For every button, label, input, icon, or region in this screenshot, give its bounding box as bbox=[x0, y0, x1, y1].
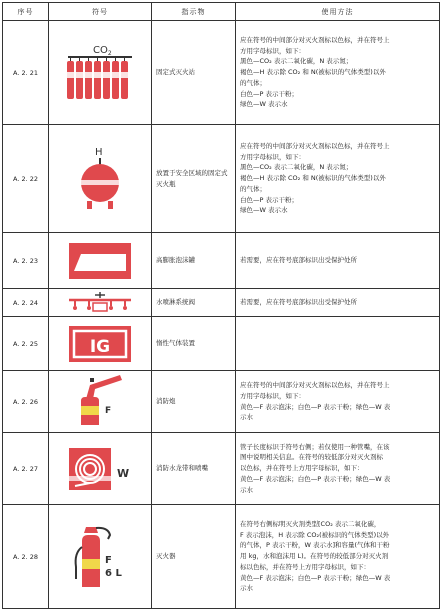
table-row bbox=[3, 505, 440, 609]
row-code: A. 2. 21 bbox=[3, 21, 49, 125]
symbol-cell bbox=[49, 433, 152, 505]
row-usage: 应在符号的中间部分对灭火剂标以色标，并在符号上 方用字母标识，如下： 黄色—F 表示泡沫；白色—P 表示干粉；绿色—W 表 示水 bbox=[236, 371, 440, 433]
header-meaning: 指示物 bbox=[152, 3, 236, 21]
symbol-cell bbox=[49, 125, 152, 233]
hose-reel-nozzle-icon bbox=[65, 444, 135, 494]
fixed-extinguishing-station-icon bbox=[60, 42, 140, 104]
row-meaning: 固定式灭火站 bbox=[152, 21, 236, 125]
row-code: A. 2. 28 bbox=[3, 505, 49, 609]
fire-monitor-icon bbox=[68, 373, 132, 431]
f-label: F bbox=[105, 405, 112, 416]
sprinkler-valve-icon bbox=[65, 291, 135, 315]
co2-label: $CO_2$ bbox=[93, 44, 112, 57]
header-symbol: 符号 bbox=[49, 3, 152, 21]
row-meaning: 放置于安全区域的固定式灭火瓶 bbox=[152, 125, 236, 233]
row-meaning: 高膨胀泡沫罐 bbox=[152, 233, 236, 289]
row-meaning: 水喷淋系统阀 bbox=[152, 289, 236, 317]
row-usage: 管子长度标识于符号右侧；若仅使用一种管嘴，在该 图中说明相关信息。在符号的较低部分对灭火剂标 以色标，并在符号上方用字母标识，如下： 黄色—F 表示泡沫；白色—P 表示干粉；绿色—W 表 示水 bbox=[236, 433, 440, 505]
symbol-cell bbox=[49, 505, 152, 609]
row-usage bbox=[236, 317, 440, 371]
f-label: F bbox=[105, 554, 112, 566]
fire-extinguisher-icon bbox=[68, 519, 132, 595]
table-row bbox=[3, 433, 440, 505]
w-label: W bbox=[117, 466, 130, 480]
row-usage: 应在符号的中间部分对灭火剂标以色标，并在符号上 方用字母标识，如下： 黑色—CO₂ 表示二氧化碳，N 表示氮； 褐色—H 表示除 CO₂ 和 N(被标识的气体类型)以外 的气体； 白色—P 表示干粉； 绿色—W 表示水 bbox=[236, 125, 440, 233]
row-meaning: 灭火器 bbox=[152, 505, 236, 609]
row-code: A. 2. 22 bbox=[3, 125, 49, 233]
row-meaning: 惰性气体装置 bbox=[152, 317, 236, 371]
row-meaning: 消防水龙带和喷嘴 bbox=[152, 433, 236, 505]
row-code: A. 2. 23 bbox=[3, 233, 49, 289]
row-meaning: 消防炮 bbox=[152, 371, 236, 433]
table-header-row bbox=[3, 3, 440, 21]
inert-gas-system-icon bbox=[68, 325, 132, 363]
capacity-label: 6 L bbox=[105, 567, 122, 579]
fixed-extinguishing-bottle-icon bbox=[70, 143, 130, 215]
row-code: A. 2. 26 bbox=[3, 371, 49, 433]
row-code: A. 2. 27 bbox=[3, 433, 49, 505]
symbol-cell bbox=[49, 289, 152, 317]
symbol-cell bbox=[49, 317, 152, 371]
header-usage: 使用方法 bbox=[236, 3, 440, 21]
high-expansion-foam-tank-icon bbox=[67, 241, 133, 281]
table-row bbox=[3, 317, 440, 371]
fire-symbols-table bbox=[2, 2, 440, 609]
row-code: A. 2. 25 bbox=[3, 317, 49, 371]
header-code: 序号 bbox=[3, 3, 49, 21]
symbol-cell bbox=[49, 21, 152, 125]
symbol-table-page bbox=[2, 2, 439, 613]
row-usage: 若需要，应在符号底部标识出受保护处所 bbox=[236, 233, 440, 289]
row-usage: 在符号右侧标明灭火剂类型[CO₂ 表示二氧化碳， F 表示泡沫，H 表示除 CO₂(被标识的气体类型)以外 的气体，P 表示干粉，W 表示水]和容量(气体和干粉 用 kg，水和泡沫用 L)。在符号的较低部分对灭火剂 标以色标，并在符号上方用字母标识，如下： 黄色—F 表示泡沫；白色—P 表示干粉；绿色—W 表 示水 bbox=[236, 505, 440, 609]
symbol-cell bbox=[49, 233, 152, 289]
table-row bbox=[3, 289, 440, 317]
ig-label: IG bbox=[89, 336, 111, 357]
table-row bbox=[3, 233, 440, 289]
h-label: H bbox=[95, 146, 103, 158]
row-usage: 若需要，应在符号底部标识出受保护处所 bbox=[236, 289, 440, 317]
symbol-cell bbox=[49, 371, 152, 433]
row-code: A. 2. 24 bbox=[3, 289, 49, 317]
table-row bbox=[3, 371, 440, 433]
table-row bbox=[3, 21, 440, 125]
row-usage: 应在符号的中间部分对灭火剂标以色标，并在符号上 方用字母标识，如下： 黑色—CO₂ 表示二氧化碳，N 表示氮； 褐色—H 表示除 CO₂ 和 N(被标识的气体类型)以外 的气体； 白色—P 表示干粉； 绿色—W 表示水 bbox=[236, 21, 440, 125]
table-row bbox=[3, 125, 440, 233]
